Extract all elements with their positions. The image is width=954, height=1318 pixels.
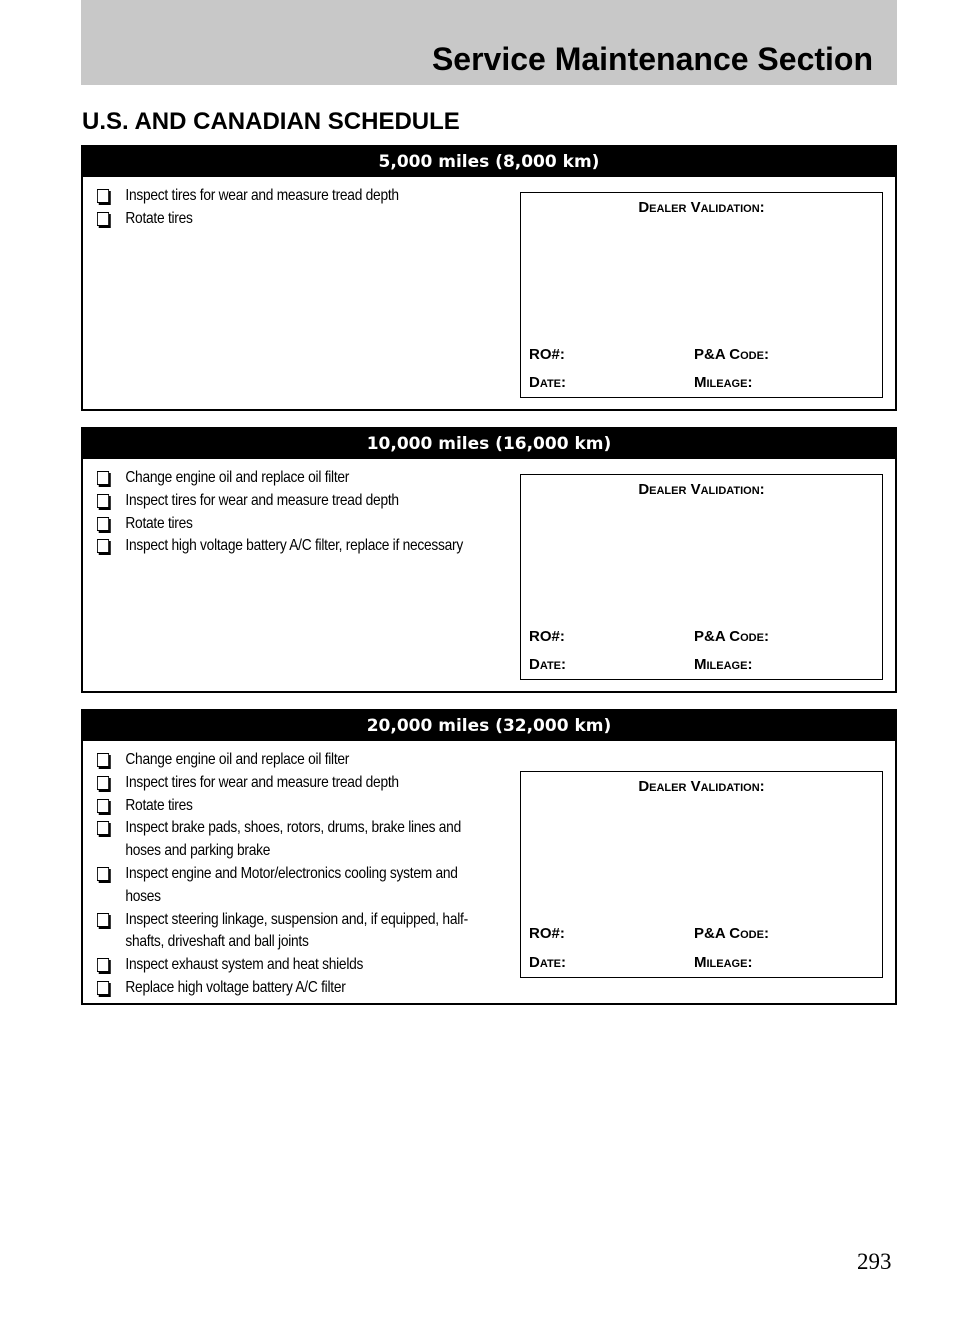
pa-code-label: P&A Code: bbox=[694, 346, 769, 363]
pa-code-label: P&A Code: bbox=[694, 925, 769, 942]
task-item bbox=[97, 863, 521, 886]
ro-number-label: RO#: bbox=[529, 346, 565, 363]
task-item bbox=[97, 185, 521, 208]
dealer-validation-box bbox=[520, 771, 883, 978]
checkbox[interactable] bbox=[97, 189, 109, 203]
mileage-label: Mileage: bbox=[694, 954, 753, 971]
task-item bbox=[97, 772, 521, 795]
task-label: Inspect engine and Motor/electronics cooling system and bbox=[125, 864, 458, 882]
task-label: Rotate tires bbox=[125, 796, 193, 814]
task-item bbox=[97, 817, 521, 840]
checkbox[interactable] bbox=[97, 776, 109, 790]
checkbox[interactable] bbox=[97, 517, 109, 531]
page-number: 293 bbox=[857, 1249, 892, 1274]
interval-header: 5,000 miles (8,000 km) bbox=[83, 147, 895, 177]
task-label: Rotate tires bbox=[125, 209, 193, 227]
dealer-validation-box bbox=[520, 192, 883, 398]
task-list bbox=[97, 467, 492, 558]
dealer-validation-title: Dealer Validation: bbox=[638, 481, 765, 498]
interval-10000-miles bbox=[81, 427, 897, 693]
header-band bbox=[81, 0, 897, 85]
dealer-validation-title: Dealer Validation: bbox=[638, 199, 765, 216]
dealer-validation-title: Dealer Validation: bbox=[638, 778, 765, 795]
checkbox[interactable] bbox=[97, 981, 109, 995]
task-item bbox=[97, 977, 521, 1000]
task-item bbox=[97, 490, 521, 513]
task-continuation bbox=[97, 840, 521, 863]
checkbox[interactable] bbox=[97, 799, 109, 813]
task-label: Rotate tires bbox=[125, 514, 193, 532]
task-continuation bbox=[97, 931, 521, 954]
task-label: hoses and parking brake bbox=[125, 842, 271, 860]
checkbox[interactable] bbox=[97, 867, 109, 881]
task-list bbox=[97, 185, 492, 231]
task-item bbox=[97, 467, 521, 490]
task-item bbox=[97, 954, 521, 977]
date-label: Date: bbox=[529, 954, 567, 971]
task-label: Change engine oil and replace oil filter bbox=[125, 751, 350, 768]
interval-20000-miles bbox=[81, 709, 897, 1005]
task-continuation bbox=[97, 886, 521, 909]
checkbox[interactable] bbox=[97, 958, 109, 972]
interval-header: 20,000 miles (32,000 km) bbox=[83, 711, 895, 741]
task-label: Replace high voltage battery A/C filter bbox=[125, 978, 346, 996]
checkbox[interactable] bbox=[97, 821, 109, 835]
task-label: Change engine oil and replace oil filter bbox=[125, 469, 350, 486]
ro-number-label: RO#: bbox=[529, 925, 565, 942]
pa-code-label: P&A Code: bbox=[694, 628, 769, 645]
page-title: Service Maintenance Section bbox=[431, 41, 873, 77]
date-label: Date: bbox=[529, 656, 567, 673]
checkbox[interactable] bbox=[97, 913, 109, 927]
task-label: Inspect steering linkage, suspension and, if equipped, half- bbox=[125, 910, 468, 928]
task-label: Inspect brake pads, shoes, rotors, drums, brake lines and bbox=[125, 819, 461, 837]
task-item bbox=[97, 795, 521, 818]
interval-header: 10,000 miles (16,000 km) bbox=[83, 429, 895, 459]
task-label: hoses bbox=[125, 887, 161, 905]
checkbox[interactable] bbox=[97, 494, 109, 508]
task-item bbox=[97, 513, 521, 536]
ro-number-label: RO#: bbox=[529, 628, 565, 645]
dealer-validation-box bbox=[520, 474, 883, 680]
task-label: Inspect exhaust system and heat shields bbox=[125, 956, 364, 974]
checkbox[interactable] bbox=[97, 753, 109, 767]
interval-5000-miles bbox=[81, 145, 897, 411]
task-list bbox=[97, 749, 492, 1000]
mileage-label: Mileage: bbox=[694, 656, 753, 673]
task-item bbox=[97, 535, 521, 558]
task-label: Inspect tires for wear and measure tread depth bbox=[125, 773, 399, 791]
mileage-label: Mileage: bbox=[694, 374, 753, 391]
task-item bbox=[97, 909, 521, 932]
checkbox[interactable] bbox=[97, 539, 109, 553]
task-label: Inspect tires for wear and measure tread depth bbox=[125, 187, 399, 204]
section-heading: U.S. AND CANADIAN SCHEDULE bbox=[82, 108, 460, 135]
checkbox[interactable] bbox=[97, 212, 109, 226]
task-label: shafts, driveshaft and ball joints bbox=[125, 933, 309, 951]
checkbox[interactable] bbox=[97, 471, 109, 485]
date-label: Date: bbox=[529, 374, 567, 391]
task-item bbox=[97, 749, 521, 772]
task-item bbox=[97, 208, 521, 231]
task-label: Inspect tires for wear and measure tread depth bbox=[125, 491, 399, 509]
task-label: Inspect high voltage battery A/C filter, replace if necessary bbox=[125, 537, 464, 555]
